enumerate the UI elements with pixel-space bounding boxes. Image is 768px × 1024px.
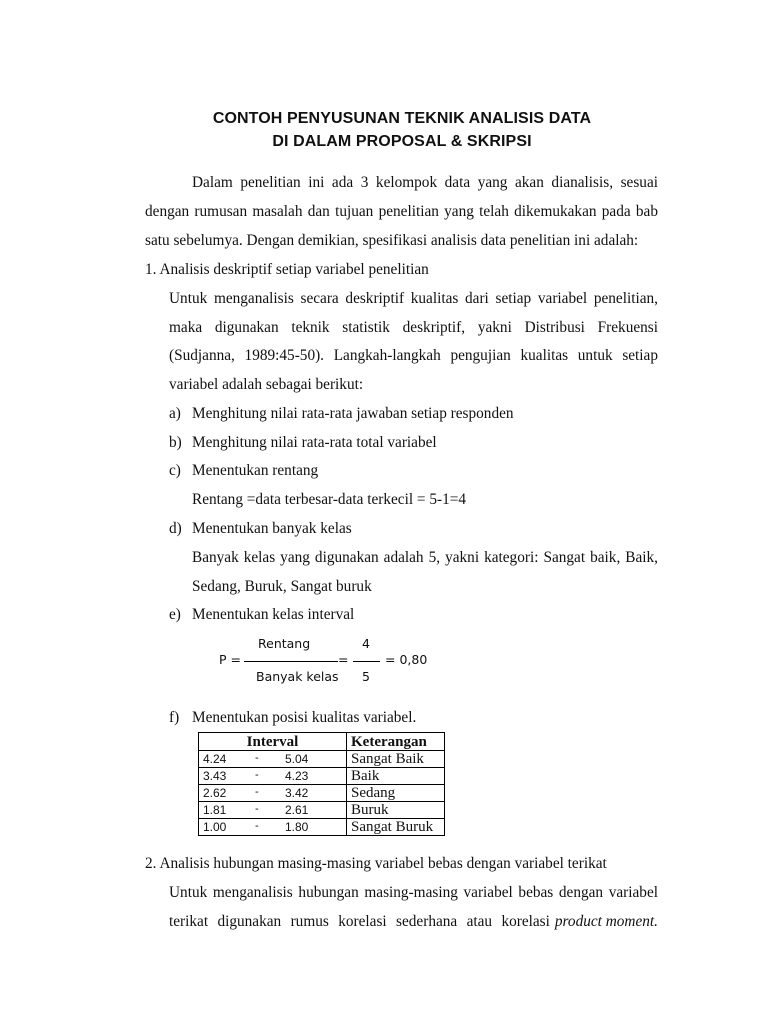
banyak-kelas-line-1: Banyak kelas yang digunakan adalah 5, yakni kategori: Sangat baik, Baik,	[192, 549, 658, 566]
fraction-bar-1	[244, 661, 338, 662]
step-e-text: Menentukan kelas interval	[192, 606, 355, 623]
keterangan-cell: Sedang	[347, 785, 445, 802]
interval-low: 1.81	[203, 803, 227, 817]
interval-separator: -	[255, 752, 259, 764]
document-title-line-1: CONTOH PENYUSUNAN TEKNIK ANALISIS DATA	[212, 110, 592, 127]
step-f-text: Menentukan posisi kualitas variabel.	[192, 709, 417, 726]
interval-cell	[199, 751, 347, 768]
product-moment-term: product moment.	[554, 913, 658, 930]
step-b-text: Menghitung nilai rata-rata total variabel	[192, 434, 437, 451]
table-row	[199, 819, 445, 836]
interval-cell	[199, 768, 347, 785]
step-c-text: Menentukan rentang	[192, 462, 319, 479]
formula-result: = 0,80	[385, 652, 428, 667]
interval-high: 4.23	[285, 769, 309, 783]
step-a-text: Menghitung nilai rata-rata jawaban setiap responden	[192, 405, 514, 422]
section-2-para-line-2	[169, 913, 658, 931]
table-row	[199, 785, 445, 802]
formula-numerator-2: 4	[362, 636, 370, 651]
interval-high: 2.61	[285, 803, 309, 817]
interval-low: 3.43	[203, 769, 227, 783]
section-1-para-line-3: (Sudjanna, 1989:45-50). Langkah-langkah pengujian kualitas untuk setiap	[169, 347, 658, 364]
header-interval: Interval	[199, 733, 347, 751]
interval-separator: -	[255, 803, 259, 815]
formula-denominator-2: 5	[362, 669, 370, 684]
interval-low: 1.00	[203, 820, 227, 834]
step-e-marker: e)	[169, 606, 181, 623]
step-d-text: Menentukan banyak kelas	[192, 520, 352, 537]
formula-lhs: P =	[219, 652, 241, 667]
section-2-para-line-1: Untuk menganalisis hubungan masing-masing variabel bebas dengan variabel	[169, 884, 658, 901]
formula-equals: =	[338, 652, 349, 667]
header-keterangan: Keterangan	[347, 733, 445, 751]
intro-line-2: dengan rumusan masalah dan tujuan penelitian yang telah dikemukakan pada bab	[145, 203, 658, 220]
interval-cell	[199, 802, 347, 819]
interval-separator: -	[255, 769, 259, 781]
interval-low: 4.24	[203, 752, 227, 766]
table-header-row	[199, 733, 445, 751]
step-f-marker: f)	[169, 709, 180, 726]
section-1-heading: 1. Analisis deskriptif setiap variabel penelitian	[145, 261, 429, 278]
interval-separator: -	[255, 786, 259, 798]
step-b-marker: b)	[169, 434, 182, 451]
step-d-marker: d)	[169, 520, 182, 537]
step-c-marker: c)	[169, 462, 181, 479]
interval-high: 5.04	[285, 752, 309, 766]
step-a-marker: a)	[169, 405, 181, 422]
interval-low: 2.62	[203, 786, 227, 800]
formula-numerator: Rentang	[258, 636, 311, 651]
table-row	[199, 751, 445, 768]
intro-line-1: Dalam penelitian ini ada 3 kelompok data yang akan dianalisis, sesuai	[192, 174, 658, 191]
interval-separator: -	[255, 820, 259, 832]
interval-table	[198, 732, 445, 836]
interval-cell	[199, 785, 347, 802]
keterangan-cell: Buruk	[347, 802, 445, 819]
section-2-para-line-2-text: terikat digunakan rumus korelasi sederhana atau korelasi	[169, 913, 550, 930]
interval-cell	[199, 819, 347, 836]
intro-line-3: satu sebelumya. Dengan demikian, spesifikasi analisis data penelitian ini adalah:	[145, 232, 639, 249]
section-1-para-line-1: Untuk menganalisis secara deskriptif kualitas dari setiap variabel penelitian,	[169, 290, 658, 307]
section-2-heading: 2. Analisis hubungan masing-masing variabel bebas dengan variabel terikat	[145, 855, 607, 872]
formula-denominator: Banyak kelas	[256, 669, 339, 684]
section-1-para-line-4: variabel adalah sebagai berikut:	[169, 376, 364, 393]
keterangan-cell: Sangat Buruk	[347, 819, 445, 836]
rentang-formula: Rentang =data terbesar-data terkecil = 5-1=4	[192, 491, 467, 508]
keterangan-cell: Baik	[347, 768, 445, 785]
fraction-bar-2	[353, 661, 380, 662]
document-title-line-2: DI DALAM PROPOSAL & SKRIPSI	[272, 133, 532, 150]
table-row	[199, 768, 445, 785]
banyak-kelas-line-2: Sedang, Buruk, Sangat buruk	[192, 578, 372, 595]
interval-high: 1.80	[285, 820, 309, 834]
section-1-para-line-2: maka digunakan teknik statistik deskriptif, yakni Distribusi Frekuensi	[169, 319, 658, 336]
table-row	[199, 802, 445, 819]
interval-high: 3.42	[285, 786, 309, 800]
keterangan-cell: Sangat Baik	[347, 751, 445, 768]
